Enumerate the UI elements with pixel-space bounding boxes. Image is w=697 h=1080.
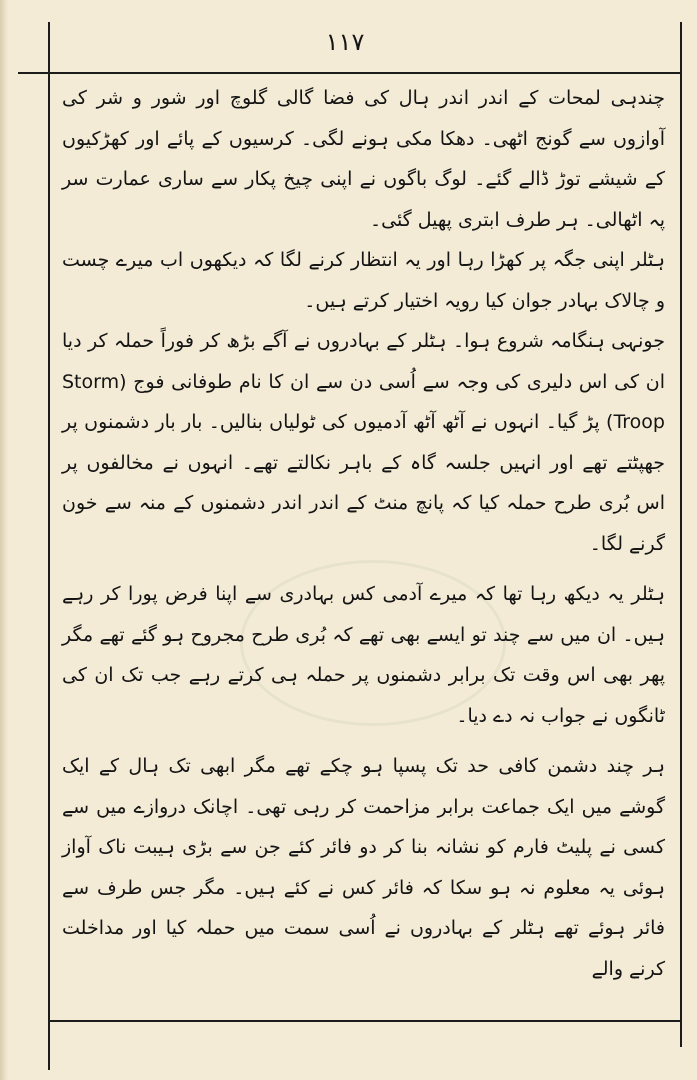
page-binding-shadow bbox=[0, 0, 8, 1080]
paragraph-3: جونہی ہنگامہ شروع ہوا۔ ہٹلر کے بہادروں نے آگے بڑھ کر فوراً حملہ کر دیا ان کی اس دلیری کی وجہ سے اُسی دن سے ان کا نام طوفانی فوج (Storm Troop) پڑ گیا۔ انہوں نے آٹھ آٹھ آدمیوں کی ٹولیاں بنالیں۔ بار بار دشمنوں پر جھپٹتے تھے اور انہیں جلسہ گاہ کے باہر نکالتے تھے۔ انہوں نے مخالفوں پر اس بُری طرح حملہ کیا کہ پانچ منٹ کے اندر اندر دشمنوں کے منہ سے خون گرنے لگا۔ bbox=[62, 330, 665, 555]
paragraph-4: ہٹلر یہ دیکھ رہا تھا کہ میرے آدمی کس بہادری سے اپنا فرض پورا کر رہے ہیں۔ ان میں سے چند تو ایسے بھی تھے کہ بُری طرح مجروح ہو گئے تھے مگر پھر بھی اس وقت تک برابر دشمنوں پر حملہ ہی کرتے رہے جب تک ان کی ٹانگوں نے جواب نہ دے دیا۔ bbox=[62, 583, 665, 727]
bottom-border-rule bbox=[48, 1020, 682, 1022]
page-number: ۱۱۷ bbox=[325, 28, 365, 56]
right-border-rule bbox=[680, 22, 682, 1047]
body-text bbox=[62, 78, 665, 1013]
paragraph-1: چندہی لمحات کے اندر اندر ہال کی فضا گالی گلوچ اور شور و شر کی آوازوں سے گونج اٹھی۔ دھکا مکی ہونے لگی۔ کرسیوں کے پائے اور کھڑکیوں کے شیشے توڑ ڈالے گئے۔ لوگ باگوں نے اپنی چیخ پکار سے ساری عمارت سر پہ اٹھالی۔ ہر طرف ابتری پھیل گئی۔ bbox=[62, 87, 665, 231]
left-border-rule bbox=[48, 22, 50, 1070]
paragraph-5: ہر چند دشمن کافی حد تک پسپا ہو چکے تھے مگر ابھی تک ہال کے ایک گوشے میں ایک جماعت برابر مزاحمت کر رہی تھی۔ اچانک دروازے میں سے کسی نے پلیٹ فارم کو نشانہ بنا کر دو فائر کئے جن سے بڑی ہیبت ناک آواز ہوئی یہ معلوم نہ ہو سکا کہ فائر کس نے کئے ہیں۔ مگر جس طرف سے فائر ہوئے تھے ہٹلر کے بہادروں نے اُسی سمت میں حملہ کیا اور مداخلت کرنے والے bbox=[62, 755, 665, 980]
paragraph-2: ہٹلر اپنی جگہ پر کھڑا رہا اور یہ انتظار کرنے لگا کہ دیکھوں اب میرے چست و چالاک بہادر جوان کیا رویہ اختیار کرتے ہیں۔ bbox=[62, 249, 665, 312]
top-border-rule bbox=[18, 72, 680, 74]
